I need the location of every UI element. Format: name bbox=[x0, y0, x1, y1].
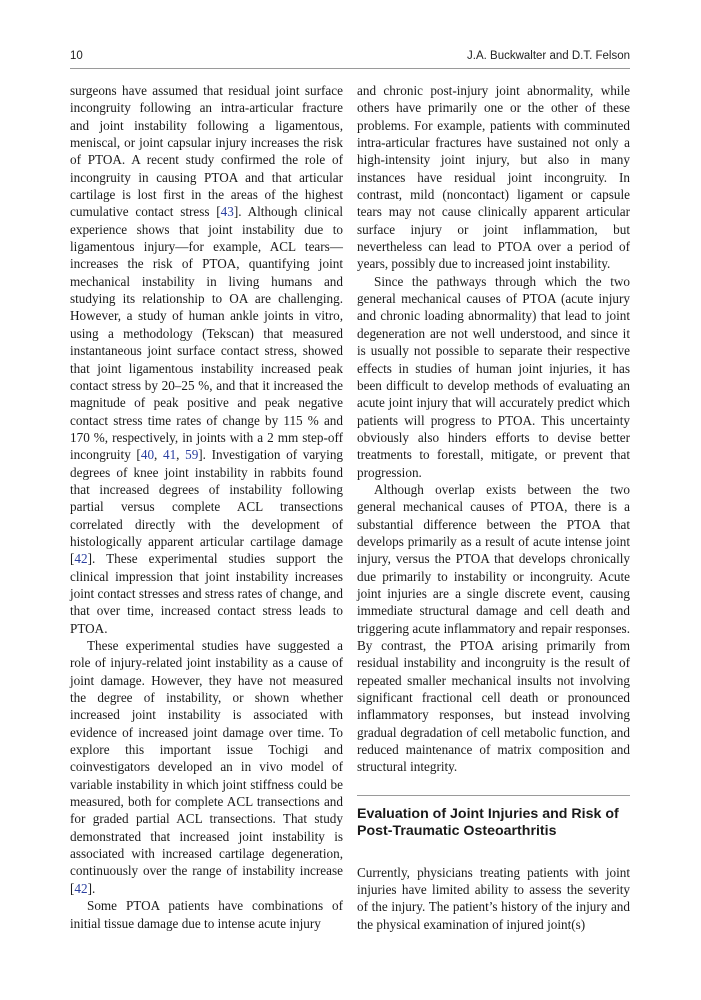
paragraph-text: These experimental studies have suggested a role of injury-related joint instability as a cause of joint damage. However, they have not measured the degree of instability, or shown whether increased joint instability is associated with evidence of increased joint damage over time. To explore this important issue Tochigi and coinvestigators developed an in vivo model of variable instability in which joint stiffness could be measured, both for complete ACL transections and for graded partial ACL transections. That study demonstrated that increased joint instability is associated with increased cartilage degeneration, continuously over the range of instability increase [ bbox=[70, 638, 343, 896]
paragraph bbox=[70, 637, 343, 897]
separator-text: , bbox=[176, 447, 186, 463]
paragraph-text: ]. Although clinical experience shows that joint instability due to ligamentous injury—for example, ACL tears—increases the risk of PTOA, quantifying joint mechanical instability in living humans and studying its relationship to OA are challenging. However, a study of human ankle joints in vitro, using a methodology (Tekscan) that measured instantaneous joint surface contact stress, showed that joint ligamentous instability increased peak contact stress by 20–25 %, and that it increased the magnitude of peak positive and peak negative contact stress time rates of change by 115 % and 170 %, respectively, in joints with a 2 mm step-off incongruity [ bbox=[70, 204, 343, 463]
paragraph: Some PTOA patients have combinations of initial tissue damage due to intense acute injury bbox=[70, 898, 343, 931]
page-number: 10 bbox=[70, 50, 83, 62]
citation-link[interactable]: 42 bbox=[74, 551, 88, 567]
citation-link[interactable]: 42 bbox=[74, 880, 88, 896]
paragraph: Currently, physicians treating patients with joint injuries have limited ability to assess the severity of the injury. The patient’s history of the injury and the physical examination of injured joint(s) bbox=[357, 864, 630, 932]
running-head-authors: J.A. Buckwalter and D.T. Felson bbox=[467, 50, 630, 62]
running-header bbox=[70, 50, 630, 66]
header-rule bbox=[70, 68, 630, 69]
section-rule bbox=[357, 795, 630, 796]
citation-link[interactable]: 41 bbox=[162, 447, 177, 463]
paragraph-text: ]. Investigation of varying degrees of knee joint instability in rabbits found that increased degrees of instability following partial versus complete ACL transections correlated directly with the development of histologically apparent articular cartilage damage [ bbox=[70, 447, 344, 567]
paragraph: Although overlap exists between the two general mechanical causes of PTOA, there is a substantial difference between the PTOA that develops primarily as a result of acute intense joint injury, versus the PTOA that develops chronically due primarily to instability or incongruity. Acute joint injuries are a single discrete event, causing immediate structural damage and cell death and triggering acute inflammatory and repair responses. By contrast, the PTOA arising primarily from residual instability and incongruity is the result of repeated smaller mechanical insults not involving significant fractional cell death or pronounced inflammatory responses, but instead involving gradual degradation of cell metabolic function, and reduced maintenance of matrix composition and structural integrity. bbox=[357, 481, 630, 775]
paragraph-text: ]. bbox=[87, 880, 96, 896]
right-column bbox=[357, 82, 630, 933]
paragraph: and chronic post-injury joint abnormality, while others have primarily one or the other of these problems. For example, patients with comminuted intra-articular fractures have sustained not only a high-intensity joint injury, but also in many instances have residual joint incongruity. In contrast, mild (noncontact) ligament or capsule tears may not cause clinically apparent articular surface injury or joint inflammation, but nevertheless can lead to PTOA over a period of years, possibly due to increased joint instability. bbox=[357, 83, 630, 272]
separator-text: , bbox=[154, 447, 163, 463]
left-column bbox=[70, 82, 343, 932]
paragraph: Since the pathways through which the two general mechanical causes of PTOA (acute injury and chronic loading abnormality) that lead to joint degeneration are not well understood, and since it is usually not possible to separate their respective effects in studies of human joint injuries, it has been difficult to develop methods of evaluating an acute joint injury that will accurately predict which patients will progress to PTOA. This uncertainty obviously also hinders efforts to devise better treatments to forestall, mitigate, or prevent that progression. bbox=[357, 273, 630, 480]
citation-link[interactable]: 59 bbox=[185, 447, 199, 463]
paragraph bbox=[70, 82, 343, 637]
citation-link[interactable]: 43 bbox=[220, 204, 234, 220]
paragraph-text: surgeons have assumed that residual joint surface incongruity following an intra-articular fracture and joint instability following a ligamentous, meniscal, or joint capsular injury increases the risk of PTOA. A recent study confirmed the role of incongruity in causing PTOA and that articular cartilage is lost first in the areas of the highest cumulative contact stress [ bbox=[70, 83, 343, 220]
citation-link[interactable]: 40 bbox=[140, 447, 155, 463]
section-heading: Evaluation of Joint Injuries and Risk of Post-Traumatic Osteoarthritis bbox=[357, 805, 619, 839]
paragraph-text: ]. These experimental studies support the clinical impression that joint instability increases joint contact stresses and stress rates of change, and that over time, increased contact stress leads to PTOA. bbox=[70, 551, 343, 636]
